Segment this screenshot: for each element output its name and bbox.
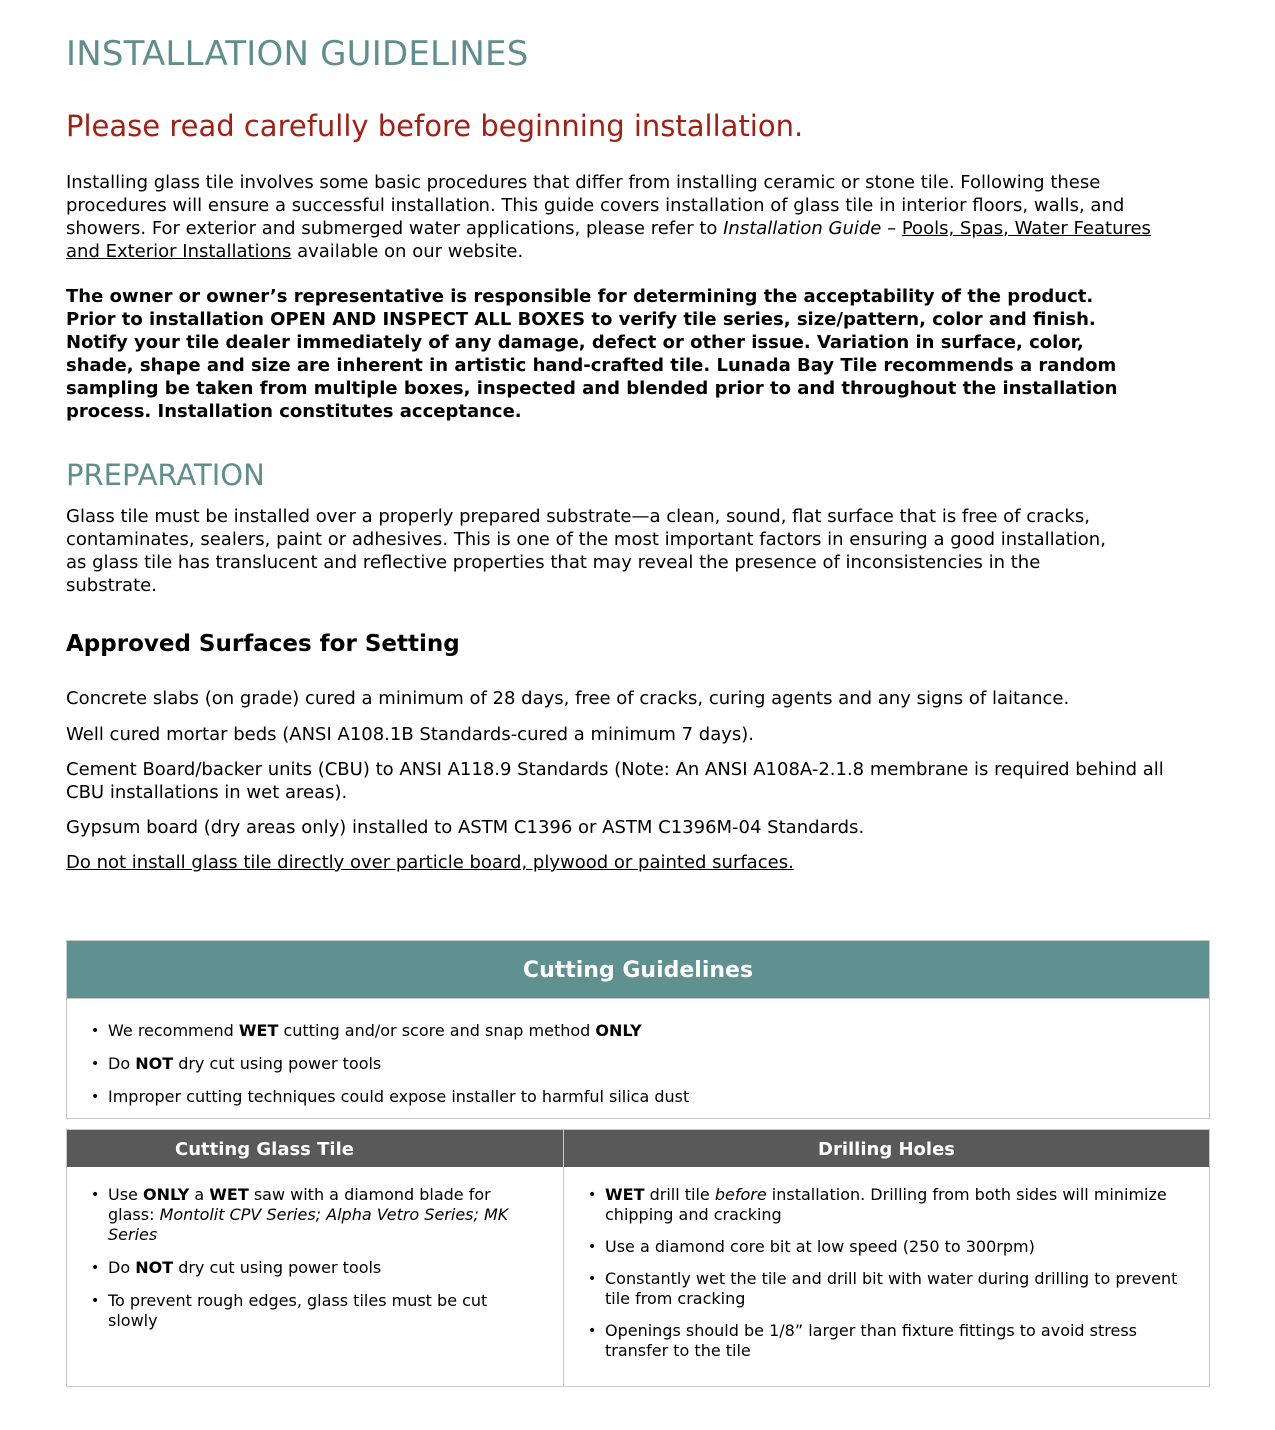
responsibility-notice: The owner or owner’s representative is responsible for determining the acceptability of the product. Prior to installation OPEN AND INSPECT ALL BOXES to verify tile series, size/pattern, color and finish. Notify your tile dealer immediately of any damage, defect or other issue. Variation in surface, color, shade, shape and size are inherent in artistic hand-crafted tile. Lunada Bay Tile recommends a random sampling be taken from multiple boxes, inspected and blended prior to and throughout the installation process. Installation constitutes acceptance. bbox=[66, 286, 1118, 422]
read-carefully-warning: Please read carefully before beginning installation. bbox=[66, 109, 804, 143]
approved-surface-item: Concrete slabs (on grade) cured a minimum of 28 days, free of cracks, curing agents and any signs of laitance. bbox=[66, 688, 1070, 709]
list-item: • We recommend WET cutting and/or score and snap method ONLY bbox=[67, 1021, 1209, 1041]
page-title: INSTALLATION GUIDELINES bbox=[66, 34, 529, 74]
cutting-glass-tile-heading: Cutting Glass Tile bbox=[67, 1130, 563, 1167]
cutting-guidelines-panel bbox=[66, 940, 1210, 1119]
unapproved-surfaces-warning: Do not install glass tile directly over particle board, plywood or painted surfaces. bbox=[66, 852, 794, 873]
list-item: • To prevent rough edges, glass tiles must be cut slowly bbox=[67, 1291, 518, 1331]
approved-surfaces-heading: Approved Surfaces for Setting bbox=[66, 631, 460, 657]
drilling-holes-column bbox=[564, 1130, 1209, 1386]
list-item: • Use a diamond core bit at low speed (250 to 300rpm) bbox=[564, 1237, 1195, 1257]
preparation-paragraph: Glass tile must be installed over a properly prepared substrate—a clean, sound, flat surface that is free of cracks, contaminates, sealers, paint or adhesives. This is one of the most important factors in ensuring a good installation, as glass tile has translucent and reflective properties that may reveal the presence of inconsistencies in the substrate. bbox=[66, 506, 1106, 596]
list-item: • Do NOT dry cut using power tools bbox=[67, 1054, 1209, 1074]
cutting-drilling-table bbox=[66, 1129, 1210, 1387]
cutting-glass-tile-column bbox=[67, 1130, 564, 1386]
list-item: • Do NOT dry cut using power tools bbox=[67, 1258, 518, 1278]
drilling-holes-list bbox=[564, 1167, 1209, 1361]
preparation-heading: PREPARATION bbox=[66, 458, 265, 492]
cutting-guidelines-list bbox=[67, 999, 1209, 1107]
approved-surface-item: Gypsum board (dry areas only) installed to ASTM C1396 or ASTM C1396M-04 Standards. bbox=[66, 817, 865, 838]
drilling-holes-heading: Drilling Holes bbox=[564, 1130, 1209, 1167]
approved-surface-item: Cement Board/backer units (CBU) to ANSI A118.9 Standards (Note: An ANSI A108A-2.1.8 membrane is required behind all CBU installations in wet areas). bbox=[66, 759, 1164, 803]
exterior-guide-link[interactable]: Pools, Spas, Water Features and Exterior Installations bbox=[66, 218, 1151, 262]
list-item: • WET drill tile before installation. Drilling from both sides will minimize chipping and cracking bbox=[564, 1185, 1195, 1225]
intro-paragraph: Installing glass tile involves some basic procedures that differ from installing ceramic or stone tile. Following these procedures will ensure a successful installation. This guide covers installation of glass tile in interior floors, walls, and showers. For exterior and submerged water applications, please refer to Installation Guide – Pools, Spas, Water Features and Exterior Installations available on our website. bbox=[66, 172, 1151, 262]
list-item: • Constantly wet the tile and drill bit with water during drilling to prevent tile from cracking bbox=[564, 1269, 1195, 1309]
guide-title: Installation Guide bbox=[723, 218, 882, 239]
cutting-guidelines-heading: Cutting Guidelines bbox=[67, 941, 1209, 999]
list-item: • Use ONLY a WET saw with a diamond blade for glass: Montolit CPV Series; Alpha Vetro Series; MK Series bbox=[67, 1185, 518, 1245]
list-item: • Openings should be 1/8” larger than fixture fittings to avoid stress transfer to the tile bbox=[564, 1321, 1195, 1361]
approved-surface-item: Well cured mortar beds (ANSI A108.1B Standards-cured a minimum 7 days). bbox=[66, 724, 755, 745]
list-item: • Improper cutting techniques could expose installer to harmful silica dust bbox=[67, 1087, 1209, 1107]
cutting-glass-tile-list bbox=[67, 1167, 563, 1331]
